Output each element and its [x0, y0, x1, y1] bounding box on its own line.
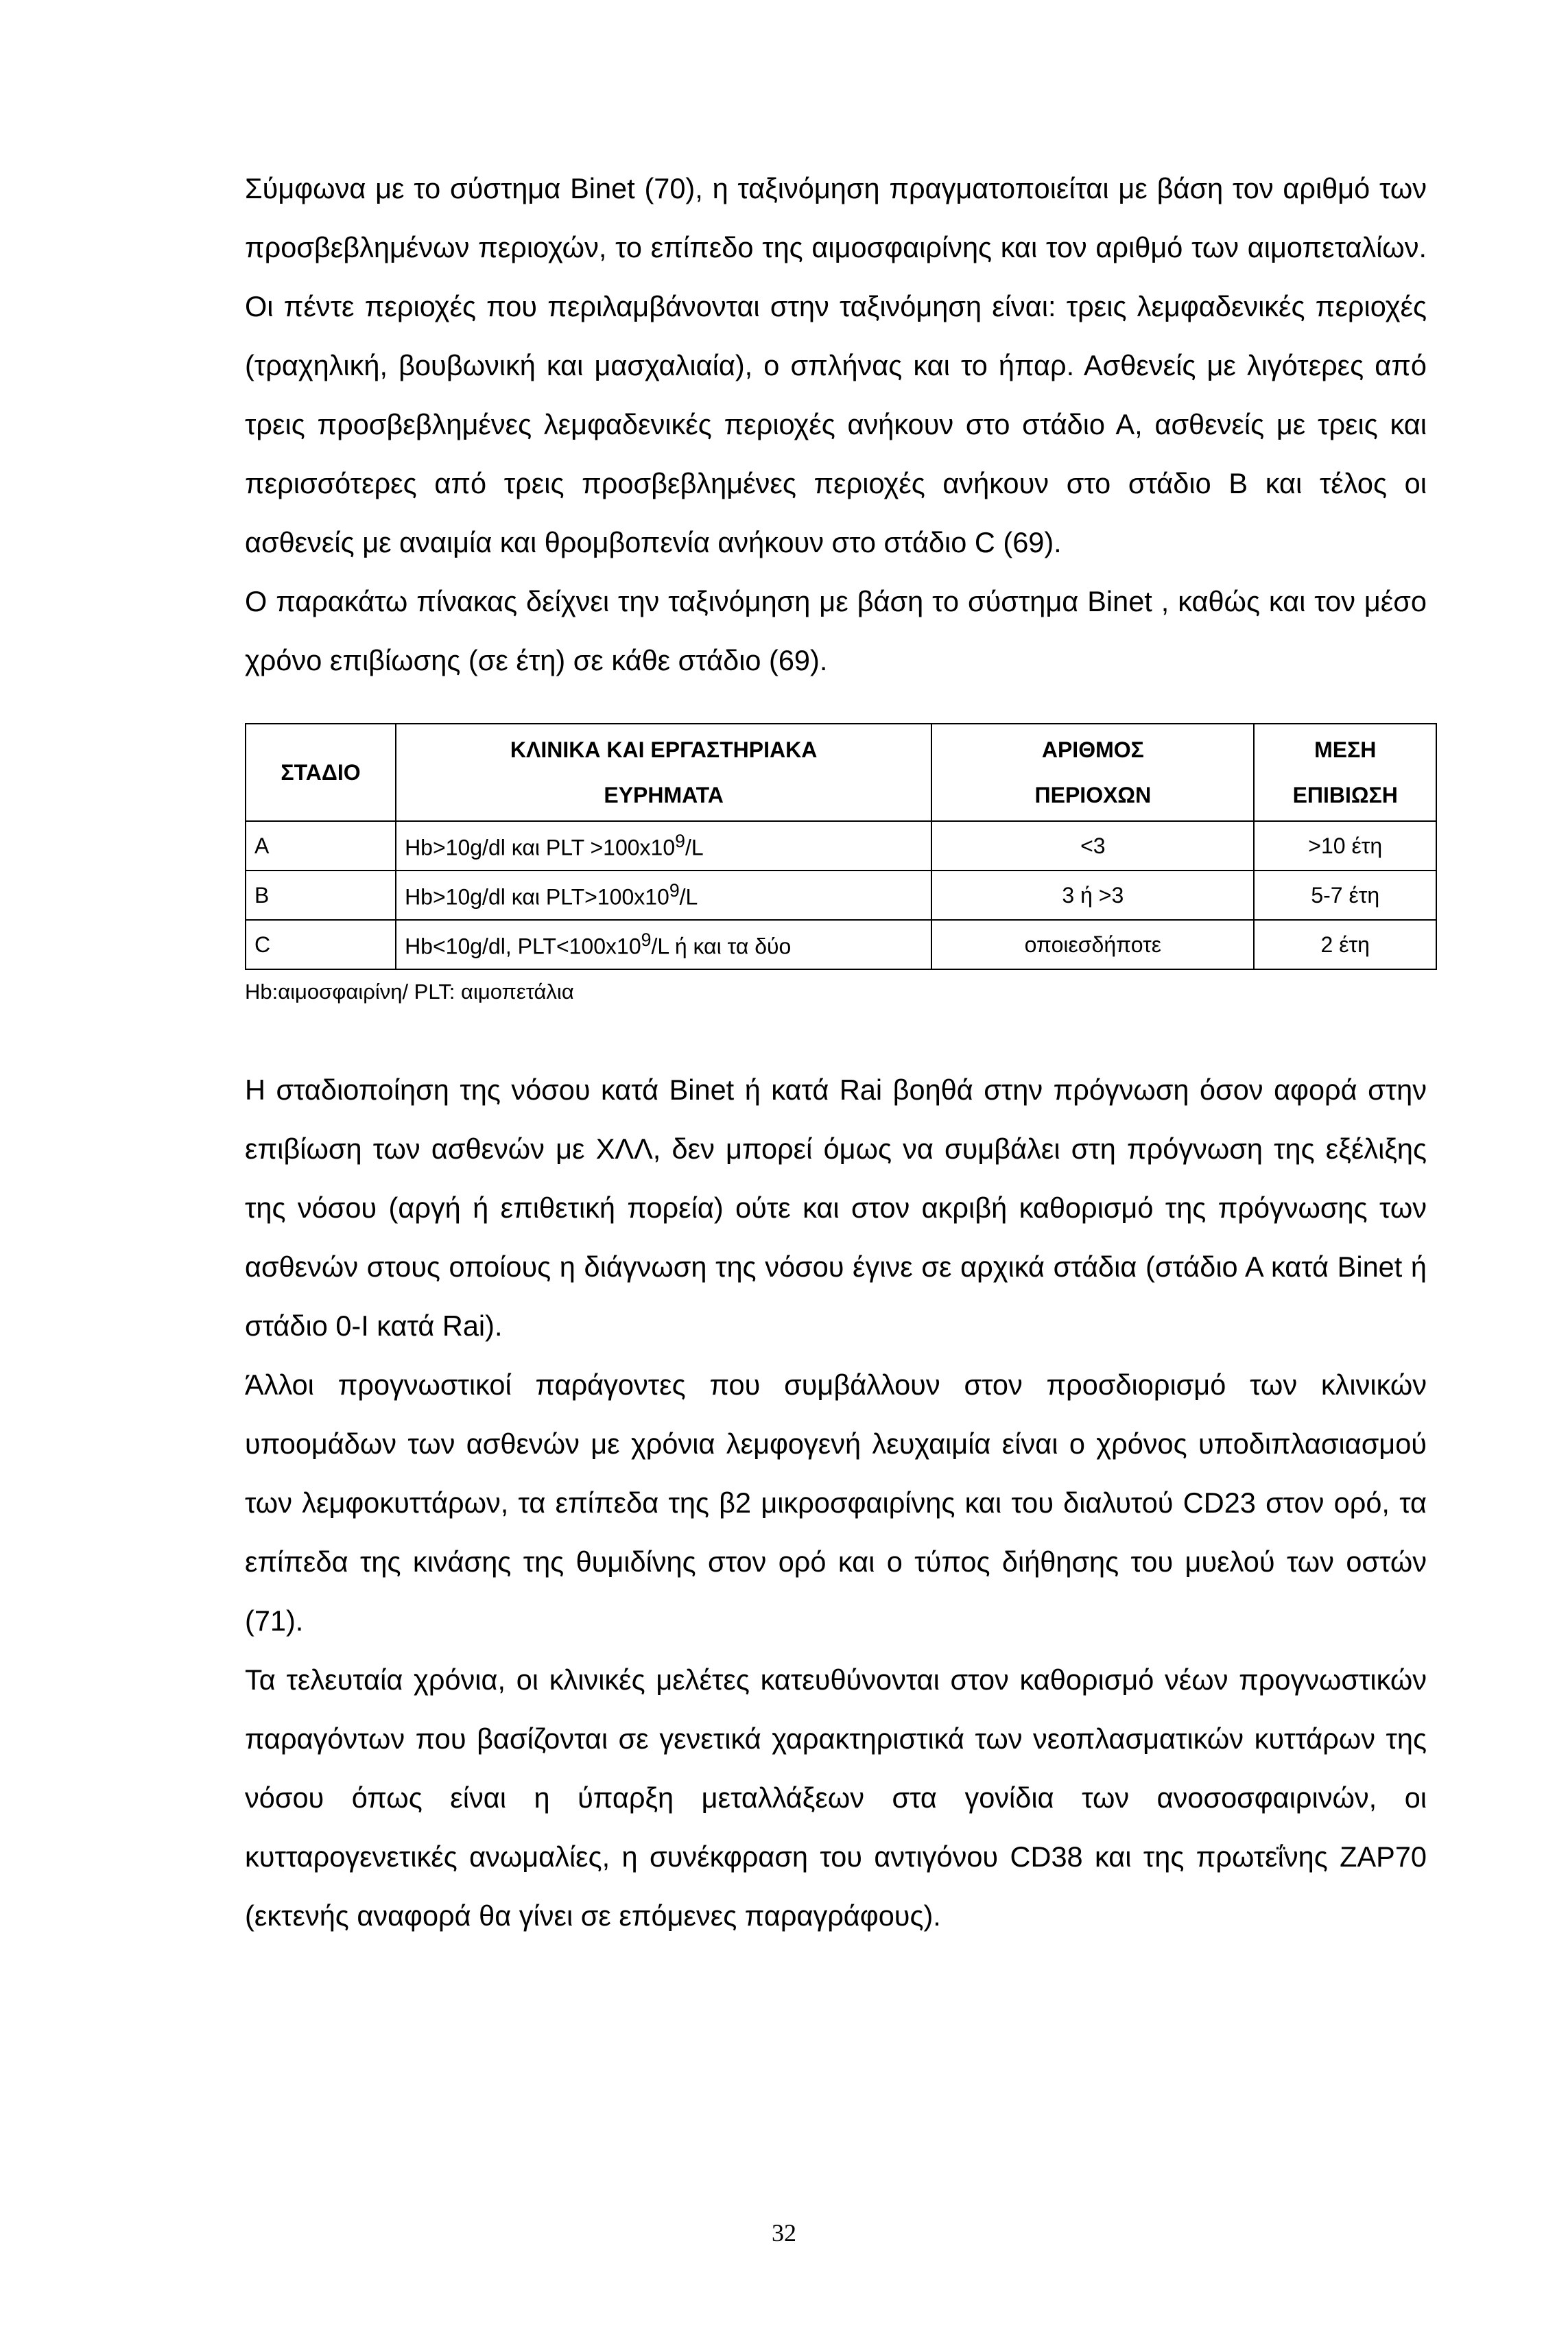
- table-header-row: [246, 724, 1436, 821]
- header-findings-line2: ΕΥΡΗΜΑΤΑ: [604, 783, 724, 807]
- document-body: [245, 159, 1427, 1945]
- findings-superscript: 9: [669, 880, 680, 901]
- cell-regions: οποιεσδήποτε: [931, 920, 1254, 969]
- header-findings-line1: ΚΛΙΝΙΚΑ ΚΑΙ ΕΡΓΑΣΤΗΡΙΑΚΑ: [510, 737, 818, 762]
- header-stage: [246, 724, 396, 821]
- findings-unit: /L: [679, 884, 698, 910]
- findings-unit: /L ή και τα δύο: [651, 934, 792, 959]
- cell-stage: C: [246, 920, 396, 969]
- paragraph-binet-system: Σύμφωνα με το σύστημα Binet (70), η ταξινόμηση πραγματοποιείται με βάση τον αριθμό των προσβεβλημένων περιοχών, το επίπεδο της αιμοσφαιρίνης και τον αριθμό των αιμοπεταλίων. Οι πέντε περιοχές που περιλαμβάνονται στην ταξινόμηση είναι: τρεις λεμφαδενικές περιοχές (τραχηλική, βουβωνική και μασχαλιαία), ο σπλήνας και το ήπαρ. Ασθενείς με λιγότερες από τρεις προσβεβλημένες λεμφαδενικές περιοχές ανήκουν στο στάδιο Α, ασθενείς με τρεις και περισσότερες από τρεις προσβεβλημένες περιοχές ανήκουν στο στάδιο Β και τέλος οι ασθενείς με αναιμία και θρομβοπενία ανήκουν στο στάδιο C (69).: [245, 172, 1427, 558]
- paragraph-staging-prognosis: Η σταδιοποίηση της νόσου κατά Binet ή κατά Rai βοηθά στην πρόγνωση όσον αφορά στην επιβίωση των ασθενών με ΧΛΛ, δεν μπορεί όμως να συμβάλει στη πρόγνωση της εξέλιξης της νόσου (αργή ή επιθετική πορεία) ούτε και στον ακριβή καθορισμό της πρόγνωσης των ασθενών στους οποίους η διάγνωση της νόσου έγινε σε αρχικά στάδια (στάδιο Α κατά Binet ή στάδιο 0-Ι κατά Rai).: [245, 1074, 1427, 1342]
- binet-table-container: [245, 723, 1437, 1006]
- paragraph-other-factors: Άλλοι προγνωστικοί παράγοντες που συμβάλλουν στον προσδιορισμό των κλινικών υποομάδων των ασθενών με χρόνια λεμφογενή λευχαιμία είναι ο χρόνος υποδιπλασιασμού των λεμφοκυττάρων, τα επίπεδα της β2 μικροσφαιρίνης και του διαλυτού CD23 στον ορό, τα επίπεδα της κινάσης της θυμιδίνης στον ορό και ο τύπος διήθησης του μυελού των οστών (71).: [245, 1369, 1427, 1637]
- findings-text: Hb>10g/dl και PLT>100x10: [405, 884, 669, 910]
- cell-findings: [396, 920, 931, 969]
- paragraph-genetic-factors: Τα τελευταία χρόνια, οι κλινικές μελέτες κατευθύνονται στον καθορισμό νέων προγνωστικών παραγόντων που βασίζονται σε γενετικά χαρακτηριστικά των νεοπλασματικών κυττάρων της νόσου όπως είναι η ύπαρξη μεταλλάξεων στα γονίδια των ανοσοσφαιρινών, οι κυτταρογενετικές ανωμαλίες, η συνέκφραση του αντιγόνου CD38 και της πρωτεΐνης ZAP70 (εκτενής αναφορά θα γίνει σε επόμενες παραγράφους).: [245, 1664, 1427, 1932]
- cell-stage: B: [246, 871, 396, 920]
- header-survival: [1254, 724, 1436, 821]
- cell-survival: 5-7 έτη: [1254, 871, 1436, 920]
- findings-text: Hb<10g/dl, PLT<100x10: [405, 934, 641, 959]
- header-survival-line1: ΜΕΣΗ: [1314, 737, 1377, 762]
- cell-regions: <3: [931, 821, 1254, 871]
- header-regions-line2: ΠΕΡΙΟΧΩΝ: [1034, 783, 1152, 807]
- page-number: 32: [772, 2219, 796, 2247]
- cell-regions: 3 ή >3: [931, 871, 1254, 920]
- cell-survival: >10 έτη: [1254, 821, 1436, 871]
- cell-stage: A: [246, 821, 396, 871]
- header-stage-label: ΣΤΑΔΙΟ: [281, 760, 361, 785]
- table-row: [246, 920, 1436, 969]
- header-findings: [396, 724, 931, 821]
- findings-superscript: 9: [675, 831, 685, 852]
- header-regions-line1: ΑΡΙΘΜΟΣ: [1041, 737, 1144, 762]
- header-regions: [931, 724, 1254, 821]
- cell-findings: [396, 871, 931, 920]
- cell-findings: [396, 821, 931, 871]
- binet-staging-table: [245, 723, 1437, 970]
- cell-survival: 2 έτη: [1254, 920, 1436, 969]
- findings-superscript: 9: [641, 930, 652, 951]
- table-footnote: Hb:αιμοσφαιρίνη/ PLT: αιμοπετάλια: [245, 980, 574, 1004]
- table-row: [246, 871, 1436, 920]
- paragraph-table-intro: Ο παρακάτω πίνακας δείχνει την ταξινόμηση με βάση το σύστημα Binet , καθώς και τον μέσο χρόνο επιβίωσης (σε έτη) σε κάθε στάδιο (69).: [245, 585, 1427, 676]
- findings-unit: /L: [685, 835, 704, 860]
- findings-text: Hb>10g/dl και PLT >100x10: [405, 835, 676, 860]
- table-row: [246, 821, 1436, 871]
- header-survival-line2: ΕΠΙΒΙΩΣΗ: [1292, 783, 1398, 807]
